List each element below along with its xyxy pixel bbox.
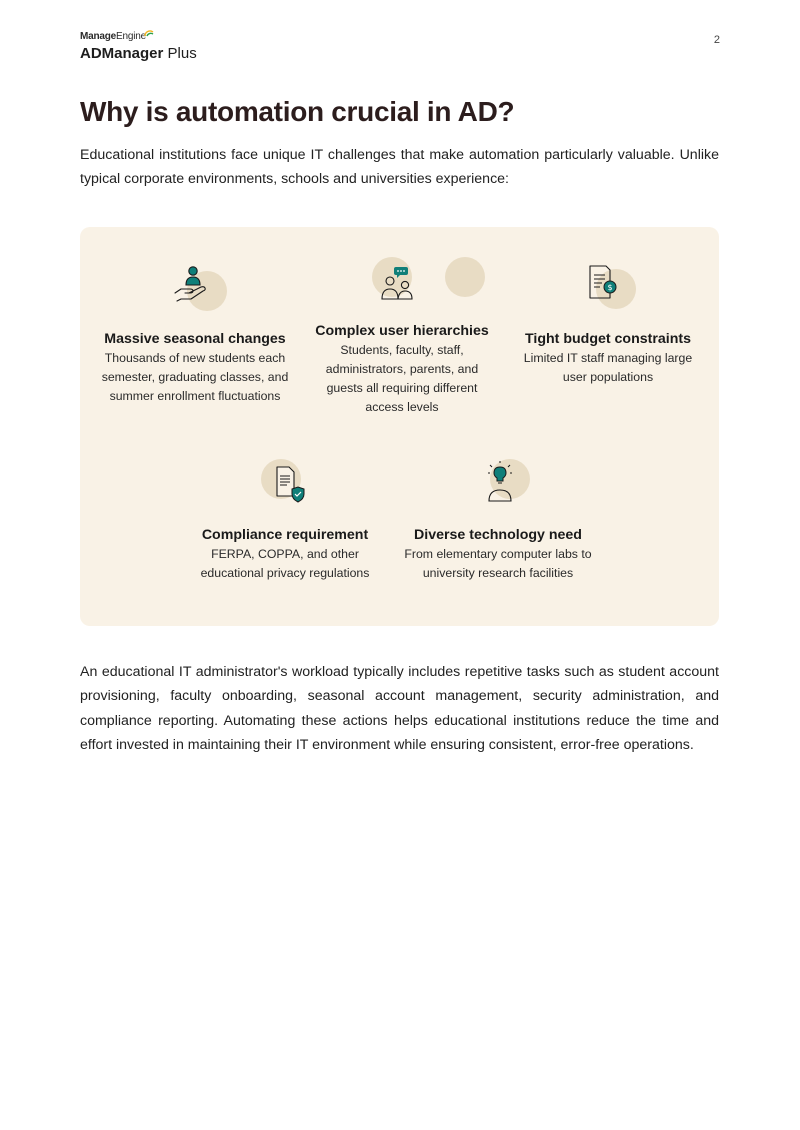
- brand-name: [80, 31, 146, 42]
- svg-text:$: $: [607, 283, 613, 292]
- feature-compliance: [190, 457, 380, 583]
- product-name: [80, 45, 197, 62]
- closing-paragraph: An educational IT administrator's workload typically includes repetitive tasks such as student account provisioning, faculty onboarding, seasonal account management, security administration, and compliance reporting. Automating these actions helps educational institutions reduce the time and effort invested in maintaining their IT environment while ensuring consistent, error-free operations.: [80, 664, 719, 754]
- brand-bold: Manage: [80, 31, 117, 42]
- document-shield-icon: [255, 457, 315, 509]
- feature-description: Limited IT staff managing large user populations: [523, 351, 693, 384]
- product-regular: Plus: [163, 45, 197, 62]
- feature-budget-constraints: [513, 261, 703, 387]
- intro-paragraph: Educational institutions face unique IT challenges that make automation particularly valuable. Unlike typical corporate environments, schools and universities experience:: [80, 147, 719, 187]
- product-bold: ADManager: [80, 45, 164, 62]
- page-title: Why is automation crucial in AD?: [80, 96, 515, 127]
- invoice-dollar-icon: [578, 261, 638, 313]
- user-hand-icon: [165, 261, 225, 313]
- page-number: 2: [713, 34, 720, 46]
- feature-title: Tight budget constraints: [524, 331, 692, 347]
- brand-regular: Engine: [116, 31, 146, 42]
- feature-title: Compliance requirement: [201, 527, 369, 543]
- feature-title: Complex user hierarchies: [315, 323, 489, 339]
- feature-seasonal-changes: [100, 261, 290, 406]
- feature-user-hierarchies: [307, 257, 497, 417]
- user-group-chat-icon: [372, 257, 432, 309]
- feature-diverse-technology: [403, 457, 593, 583]
- features-card: [80, 227, 719, 626]
- feature-description: Thousands of new students each semester, graduating classes, and summer enrollment fluctuations: [101, 351, 289, 403]
- feature-title: Diverse technology need: [414, 527, 582, 543]
- user-lightbulb-icon: [468, 457, 528, 509]
- feature-description: From elementary computer labs to university research facilities: [404, 547, 592, 580]
- feature-title: Massive seasonal changes: [104, 331, 286, 347]
- feature-description: FERPA, COPPA, and other educational privacy regulations: [200, 547, 370, 580]
- manageengine-logo: [80, 26, 197, 62]
- logo-arc-icon: [144, 28, 154, 37]
- feature-description: Students, faculty, staff, administrators, parents, and guests all requiring different access levels: [325, 343, 479, 414]
